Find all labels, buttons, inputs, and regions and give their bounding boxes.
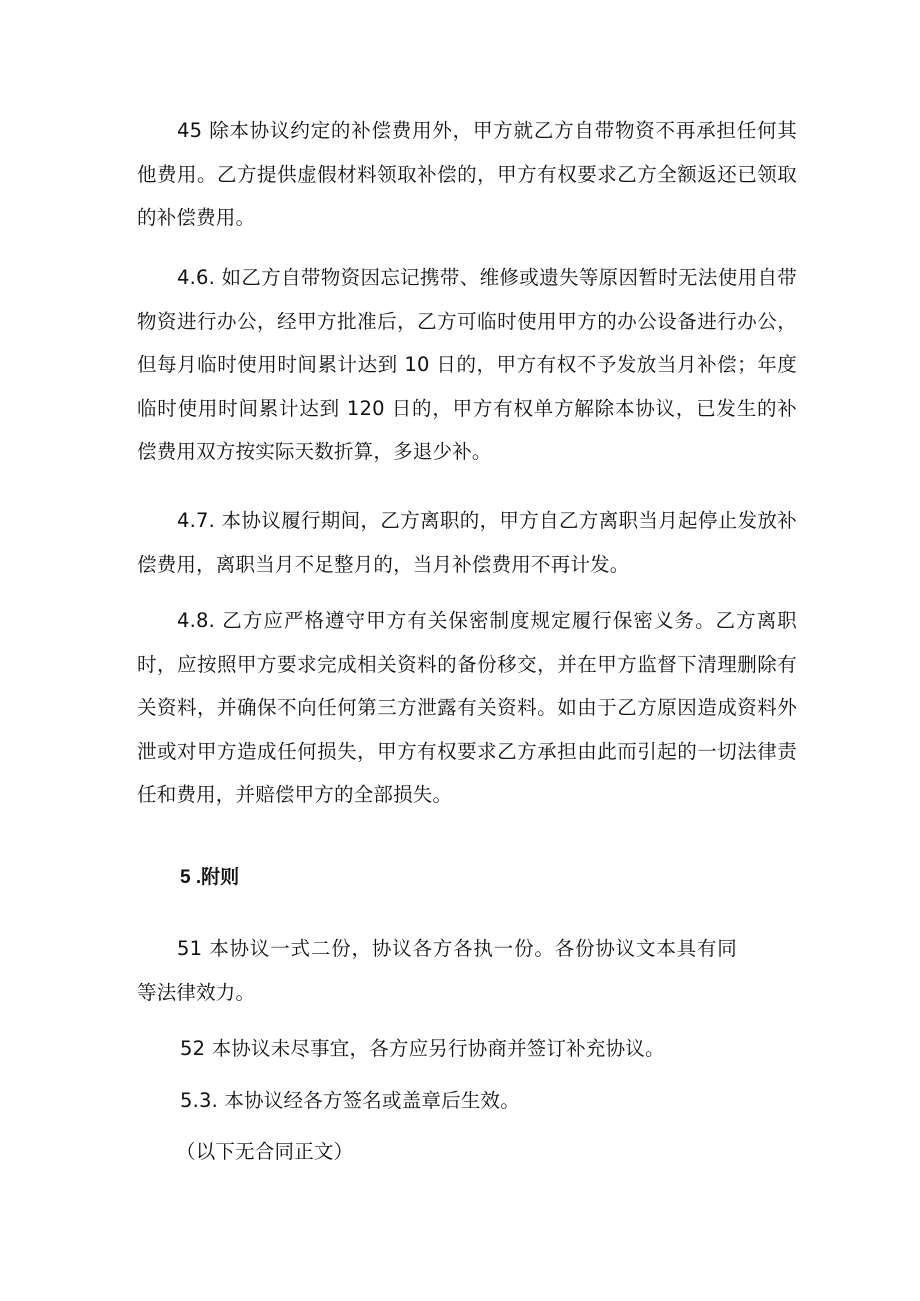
closing-note: （以下无合同正文）: [176, 1140, 354, 1163]
section-5-heading: 5 .附则: [180, 867, 240, 888]
clause-4-7: 4.7. 本协议履行期间，乙方离职的，甲方自乙方离职当月起停止发放补偿费用，离职当月不足整月的，当月补偿费用不再计发。: [137, 509, 797, 576]
clause-5-3: 5.3. 本协议经各方签名或盖章后生效。: [180, 1089, 520, 1112]
clause-4-5: 45 除本协议约定的补偿费用外，甲方就乙方自带物资不再承担任何其他费用。乙方提供虚假材料领取补偿的，甲方有权要求乙方全额返还已领取的补偿费用。: [137, 119, 797, 229]
clause-4-6: 4.6. 如乙方自带物资因忘记携带、维修或遗失等原因暂时无法使用自带物资进行办公，经甲方批准后，乙方可临时使用甲方的办公设备进行办公，但每月临时使用时间累计达到 10 日的，甲方有权不予发放当月补偿；年度临时使用时间累计达到 120 日的，甲方有权单方解除本协议，已发生的补偿费用双方按实际天数折算，多退少补。: [137, 266, 797, 463]
clause-5-1: 51 本协议一式二份，协议各方各执一份。各份协议文本具有同等法律效力。: [137, 937, 737, 1004]
clause-5-2: 52 本协议未尽事宜，各方应另行协商并签订补充协议。: [180, 1037, 665, 1060]
clause-4-8: 4.8. 乙方应严格遵守甲方有关保密制度规定履行保密义务。乙方离职时，应按照甲方要求完成相关资料的备份移交，并在甲方监督下清理删除有关资料，并确保不向任何第三方泄露有关资料。如由于乙方原因造成资料外泄或对甲方造成任何损失，甲方有权要求乙方承担由此而引起的一切法律责任和费用，并赔偿甲方的全部损失。: [137, 609, 797, 806]
